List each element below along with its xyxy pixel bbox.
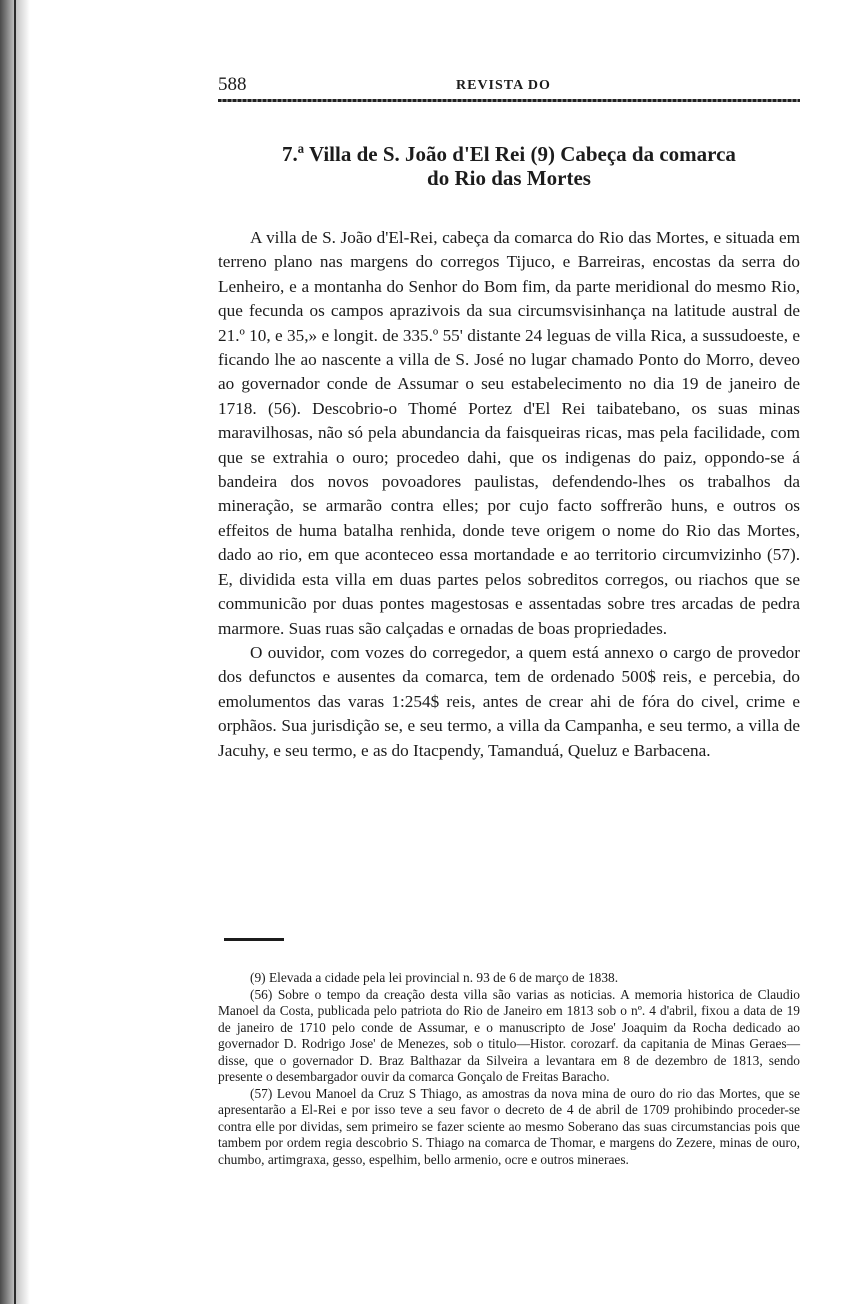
page-number: 588 [218,74,247,95]
footnote: (9) Elevada a cidade pela lei provincial n. 93 de 6 de março de 1838. [250,970,619,985]
section-heading-line-1: 7.ª Villa de S. João d'El Rei (9) Cabeça da comarca [282,142,736,166]
page-header [218,72,800,102]
section-heading-line-2: do Rio das Mortes [427,166,591,190]
binding-line [14,0,16,1304]
footnotes [218,970,800,1168]
body-paragraph: O ouvidor, com vozes do corregedor, a quem está annexo o cargo de provedor dos defunctos e ausentes da comarca, tem de ordenado 500$ reis, e percebia, do emolumentos das varas 1:254$ reis, antes de crear ahi de fóra do civel, crime e orphãos. Sua jurisdição se, e seu termo, a villa da Campanha, e seu termo, a villa de Jacuhy, e seu termo, e as do Itacpendy, Tamanduá, Queluz e Barbacena. [218,642,800,760]
running-title: REVISTA DO [456,78,551,93]
footnote-rule [224,938,284,941]
footnote: (57) Levou Manoel da Cruz S Thiago, as amostras da nova mina de ouro do rio das Mortes, que se apresentarão a El-Rei e por isso teve a seu favor o decreto de 4 de abril de 1709 prohibindo proceder-se contra elle por dividas, sem primeiro se fazer sciente ao mesmo Soberano das suas circumstancias pois que tambem por ordem regia descobrio S. Thiago na comarca de Thomar, e margens do Zezere, minas de ouro, chumbo, artimgraxa, gesso, espelhim, bello armenio, ocre e outros mineraes. [218,1085,800,1167]
header-rule [218,99,800,102]
body-paragraph: A villa de S. João d'El-Rei, cabeça da comarca do Rio das Mortes, e situada em terreno plano nas margens do corregos Tijuco, e Barreiras, encostas da serra do Lenheiro, e a montanha do Senhor do Bom fim, da parte meridional do mesmo Rio, que fecunda os campos aprazivois da sua circumsvisinhança na latitude austral de 21.º 10, e 35,» e longit. de 335.º 55' distante 24 leguas de villa Rica, a sussudoeste, e ficando lhe ao nascente a villa de S. José no lugar chamado Ponto do Morro, deveo ao governador conde de Assumar o seu estabelecimento no dia 19 de janeiro de 1718. (56). Descobrio-o Thomé Portez d'El Rei taibatebano, os suas minas maravilhosas, não só pela abundancia da faisqueiras ricas, mas pela facilidade, com que se extrahia o ouro; procedeo dahi, que os indigenas do paiz, oppondo-se á bandeira dos novos povoadores paulistas, defendendo-lhes os trabalhos da mineração, se armarão contra elles; por cujo facto soffrerão huns, e outros os effeitos de huma batalha renhida, donde teve origem o nome do Rio das Mortes, dado ao rio, em que aconteceo essa mortandade e ao territorio circumvizinho (57). E, dividida esta villa em duas partes pelos sobreditos corregos, ou riachos que se communicão por duas pontes magestosas e assentadas sobre tres arcadas de pedra marmore. Suas ruas são calçadas e ornadas de boas propriedades. [218,228,800,638]
footnote: (56) Sobre o tempo da creação desta villa são varias as noticias. A memoria historica de Claudio Manoel da Costa, publicada pelo patriota do Rio de Janeiro em 1813 sob o nº. 4 d'abril, fixou a data de 19 de janeiro de 1710 pelo conde de Assumar, e o manuscripto de Jose' Joaquim da Rocha dedicado ao governador D. Rodrigo Jose' de Menezes, sob o titulo—Histor. corozarf. da capitania de Minas Geraes—disse, que o governador D. Braz Balthazar da Silveira a levantara em 8 de dezembro de 1813, sendo presente o desembargador ouvir da comarca Gonçalo de Freitas Baracho. [218,986,800,1084]
body-text [218,226,800,763]
section-heading [218,142,800,190]
